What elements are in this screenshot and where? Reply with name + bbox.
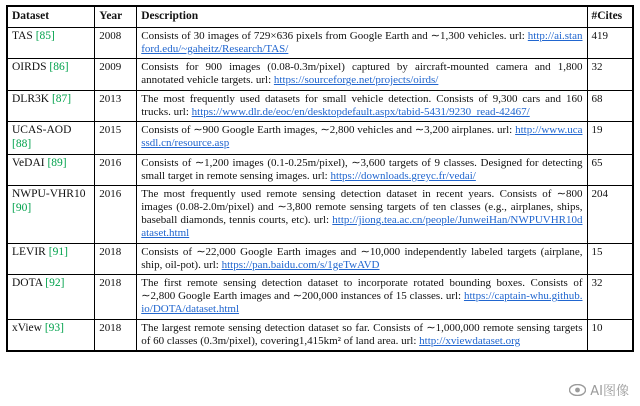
header-cites: #Cites	[587, 6, 633, 27]
dataset-year: 2008	[95, 27, 137, 58]
table-row	[7, 243, 633, 274]
table-row	[7, 59, 633, 90]
dataset-description: The most frequently used datasets for small vehicle detection. Consists of 9,300 cars and 160 trucks. url:	[141, 92, 583, 118]
dataset-cites: 419	[587, 27, 633, 58]
dataset-name: DLR3K	[12, 92, 50, 105]
dataset-name: LEVIR	[12, 245, 46, 258]
dataset-description: Consists of 30 images of 729×636 pixels from Google Earth and ∼1,300 vehicles. url:	[141, 29, 528, 42]
watermark	[566, 379, 632, 400]
dataset-url-link[interactable]: http://ai.stanford.edu/~gaheitz/Research/TAS/	[141, 29, 583, 55]
dataset-year: 2018	[95, 275, 137, 320]
dataset-name: NWPU-VHR10	[12, 187, 86, 200]
dataset-year: 2015	[95, 121, 137, 154]
header-description: Description	[137, 6, 587, 27]
citation-link[interactable]: [91]	[48, 245, 68, 258]
dataset-name: TAS	[12, 29, 33, 42]
dataset-name: DOTA	[12, 277, 43, 290]
datasets-table	[6, 5, 634, 352]
dataset-cites: 65	[587, 154, 633, 185]
dataset-url-link[interactable]: http://jiong.tea.ac.cn/people/JunweiHan/NWPUVHR10dataset.html	[141, 214, 583, 240]
dataset-year: 2016	[95, 154, 137, 185]
dataset-description: Consists of ∼900 Google Earth images, ∼2,800 vehicles and ∼3,200 airplanes. url:	[141, 123, 516, 136]
citation-link[interactable]: [88]	[12, 137, 32, 150]
dataset-name: xView	[12, 321, 42, 334]
dataset-url-link[interactable]: https://captain-whu.github.io/DOTA/dataset.html	[141, 290, 583, 316]
table-header-row	[7, 6, 633, 27]
dataset-url-link[interactable]: https://sourceforge.net/projects/oirds/	[273, 74, 439, 87]
dataset-description: The first remote sensing detection dataset to incorporate rotated bounding boxes. Consists of ∼2,800 Google Earth images and ∼200,000 instances of 15 classes. url:	[141, 277, 583, 303]
header-dataset: Dataset	[7, 6, 95, 27]
dataset-description: The most frequently used remote sensing detection dataset in recent years. Consists of ∼800 images (0.08-2.0m/pixel) and ∼3,800 remote sensing targets of ten classes (e.g., airplanes, ships, baseball diamonds, tennis courts, etc). url:	[141, 187, 583, 227]
dataset-name: OIRDS	[12, 61, 47, 74]
table-row	[7, 185, 633, 243]
dataset-cites: 204	[587, 185, 633, 243]
dataset-year: 2016	[95, 185, 137, 243]
dataset-name: UCAS-AOD	[12, 123, 72, 136]
watermark-text: AI图像	[590, 384, 629, 399]
dataset-cites: 68	[587, 90, 633, 121]
table-row	[7, 90, 633, 121]
dataset-url-link[interactable]: http://www.ucassdl.cn/resource.asp	[141, 123, 583, 150]
eye-icon	[569, 384, 586, 396]
dataset-url-link[interactable]: https://downloads.greyc.fr/vedai/	[330, 169, 476, 182]
table-row	[7, 154, 633, 185]
citation-link[interactable]: [92]	[45, 277, 65, 290]
dataset-year: 2018	[95, 243, 137, 274]
dataset-cites: 19	[587, 121, 633, 154]
table-row	[7, 121, 633, 154]
dataset-year: 2018	[95, 319, 137, 351]
table-row	[7, 319, 633, 351]
dataset-url-link[interactable]: https://pan.baidu.com/s/1geTwAVD	[221, 258, 380, 271]
dataset-cites: 32	[587, 275, 633, 320]
table-row	[7, 27, 633, 58]
dataset-cites: 15	[587, 243, 633, 274]
citation-link[interactable]: [86]	[49, 61, 69, 74]
dataset-description: Consists of ∼22,000 Google Earth images and ∼10,000 independently labeled targets (airplane, ship, oil-pot). url:	[141, 245, 583, 271]
table-row	[7, 275, 633, 320]
citation-link[interactable]: [89]	[47, 156, 67, 169]
dataset-year: 2013	[95, 90, 137, 121]
header-year: Year	[95, 6, 137, 27]
dataset-name: VeDAI	[12, 156, 45, 169]
dataset-cites: 10	[587, 319, 633, 351]
dataset-description: Consists for 900 images (0.08-0.3m/pixel) captured by aircraft-mounted camera and 1,800 annotated vehicle targets. url:	[141, 61, 583, 87]
dataset-url-link[interactable]: http://xviewdataset.org	[419, 334, 521, 347]
citation-link[interactable]: [90]	[12, 201, 32, 214]
dataset-description: The largest remote sensing detection dataset so far. Consists of ∼1,000,000 remote sensing targets of 60 classes (0.3m/pixel), covering1,415km² of land area. url:	[141, 321, 583, 347]
citation-link[interactable]: [85]	[35, 29, 55, 42]
dataset-cites: 32	[587, 59, 633, 90]
dataset-url-link[interactable]: https://www.dlr.de/eoc/en/desktopdefault.aspx/tabid-5431/9230_read-42467/	[191, 105, 530, 118]
dataset-description: Consists of ∼1,200 images (0.1-0.25m/pixel), ∼3,600 targets of 9 classes. Designed for detecting small target in remote sensing images. url:	[141, 156, 583, 182]
citation-link[interactable]: [93]	[44, 321, 65, 334]
dataset-year: 2009	[95, 59, 137, 90]
citation-link[interactable]: [87]	[51, 92, 72, 105]
